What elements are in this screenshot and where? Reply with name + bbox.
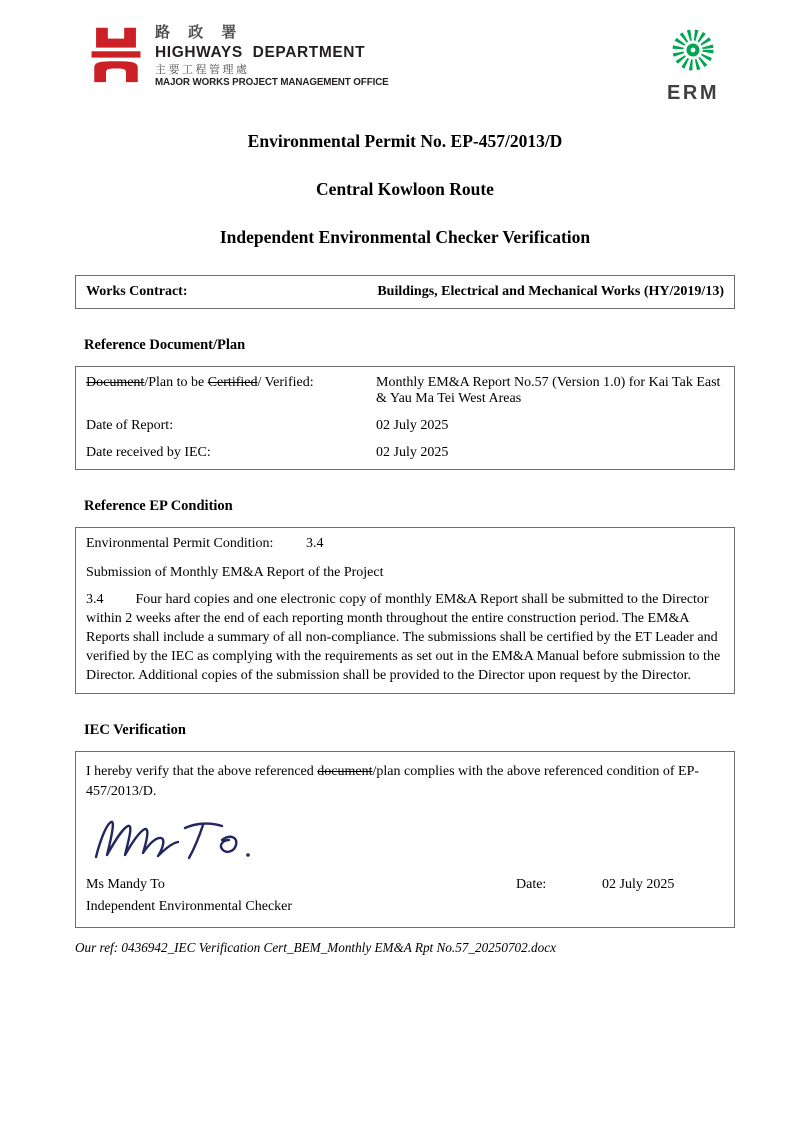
project-title: Central Kowloon Route (316, 179, 494, 199)
date-received-label: Date received by IEC: (86, 445, 211, 460)
iec-statement (86, 762, 722, 803)
highways-department-brand (87, 24, 389, 89)
document-plan-row (86, 375, 724, 407)
date-of-report-value: 02 July 2025 (376, 418, 449, 433)
statement-post: /plan complies with the above referenced condition of EP-457/2013/D. (86, 764, 700, 800)
office-name-english: MAJOR WORKS PROJECT MANAGEMENT OFFICE (155, 77, 389, 89)
ep-condition-value: 3.4 (306, 536, 324, 551)
document-plan-label (86, 375, 376, 391)
statement-pre: I hereby verify that the above referenced (86, 764, 318, 780)
plan-to-be-text: /Plan to be (144, 375, 208, 390)
permit-number-title: Environmental Permit No. EP-457/2013/D (247, 131, 563, 151)
ep-condition-label: Environmental Permit Condition: (86, 536, 274, 551)
highways-department-logo-icon (87, 24, 145, 84)
date-of-report-label: Date of Report: (86, 418, 174, 433)
signer-name: Ms Mandy To (86, 876, 165, 892)
our-ref-value: 0436942_IEC Verification Cert_BEM_Monthly EM&A Rpt No.57_20250702.docx (121, 939, 556, 955)
verified-text: / Verified: (257, 375, 314, 390)
document-plan-value: Monthly EM&A Report No.57 (Version 1.0) for Kai Tak East & Yau Ma Tei West Areas (376, 375, 721, 406)
reference-ep-box (75, 527, 735, 694)
office-name-chinese: 主要工程管理處 (155, 64, 250, 77)
our-ref-line (75, 940, 735, 956)
ep-clause-paragraph (86, 590, 724, 685)
title-block (75, 131, 735, 248)
ep-condition-row (86, 536, 724, 552)
date-received-row (86, 445, 724, 461)
date-received-value: 02 July 2025 (376, 445, 449, 460)
iec-verification-heading: IEC Verification (84, 722, 186, 739)
iec-verification-box (75, 751, 735, 928)
certified-word-struck: Certified (207, 375, 258, 390)
signature-image (90, 813, 722, 871)
document-header (75, 24, 735, 105)
works-contract-value: Buildings, Electrical and Mechanical Works (HY/2019/13) (377, 284, 724, 299)
erm-wordmark: ERM (667, 82, 719, 104)
date-value: 02 July 2025 (602, 876, 675, 892)
signer-date-row (86, 877, 722, 893)
clause-number: 3.4 (86, 592, 104, 607)
date-label: Date: (516, 876, 547, 892)
department-name-english: HIGHWAYS DEPARTMENT (155, 43, 366, 61)
works-contract-box (75, 275, 735, 309)
clause-text: Four hard copies and one electronic copy of monthly EM&A Report shall be submitted to the Director within 2 weeks after the end of each reporting month throughout the entire construction period. The EM&A Reports shall include a summary of all non-compliance. The submissions shall be certified by the ET Leader and verified by the IEC as complying with the requirements as set out in the EM&A Manual before submission to the Director. Additional copies of the submission shall be provided to the Director upon request by the Director. (86, 592, 721, 684)
reference-ep-heading: Reference EP Condition (84, 498, 233, 514)
reference-document-box (75, 366, 735, 470)
our-ref-label: Our ref: (75, 939, 119, 955)
erm-brand (667, 25, 719, 105)
department-name-chinese: 路 政 署 (155, 24, 244, 41)
signer-title: Independent Environmental Checker (86, 898, 293, 914)
verification-title: Independent Environmental Checker Verification (219, 227, 591, 247)
department-name-block (155, 24, 389, 89)
date-of-report-row (86, 418, 724, 434)
works-contract-label: Works Contract: (86, 284, 188, 299)
reference-document-heading: Reference Document/Plan (84, 337, 246, 353)
document-word-struck-2: document (317, 764, 373, 780)
submission-line: Submission of Monthly EM&A Report of the Project (86, 565, 384, 580)
erm-logo-icon (668, 25, 718, 80)
document-word-struck: Document (86, 375, 145, 390)
